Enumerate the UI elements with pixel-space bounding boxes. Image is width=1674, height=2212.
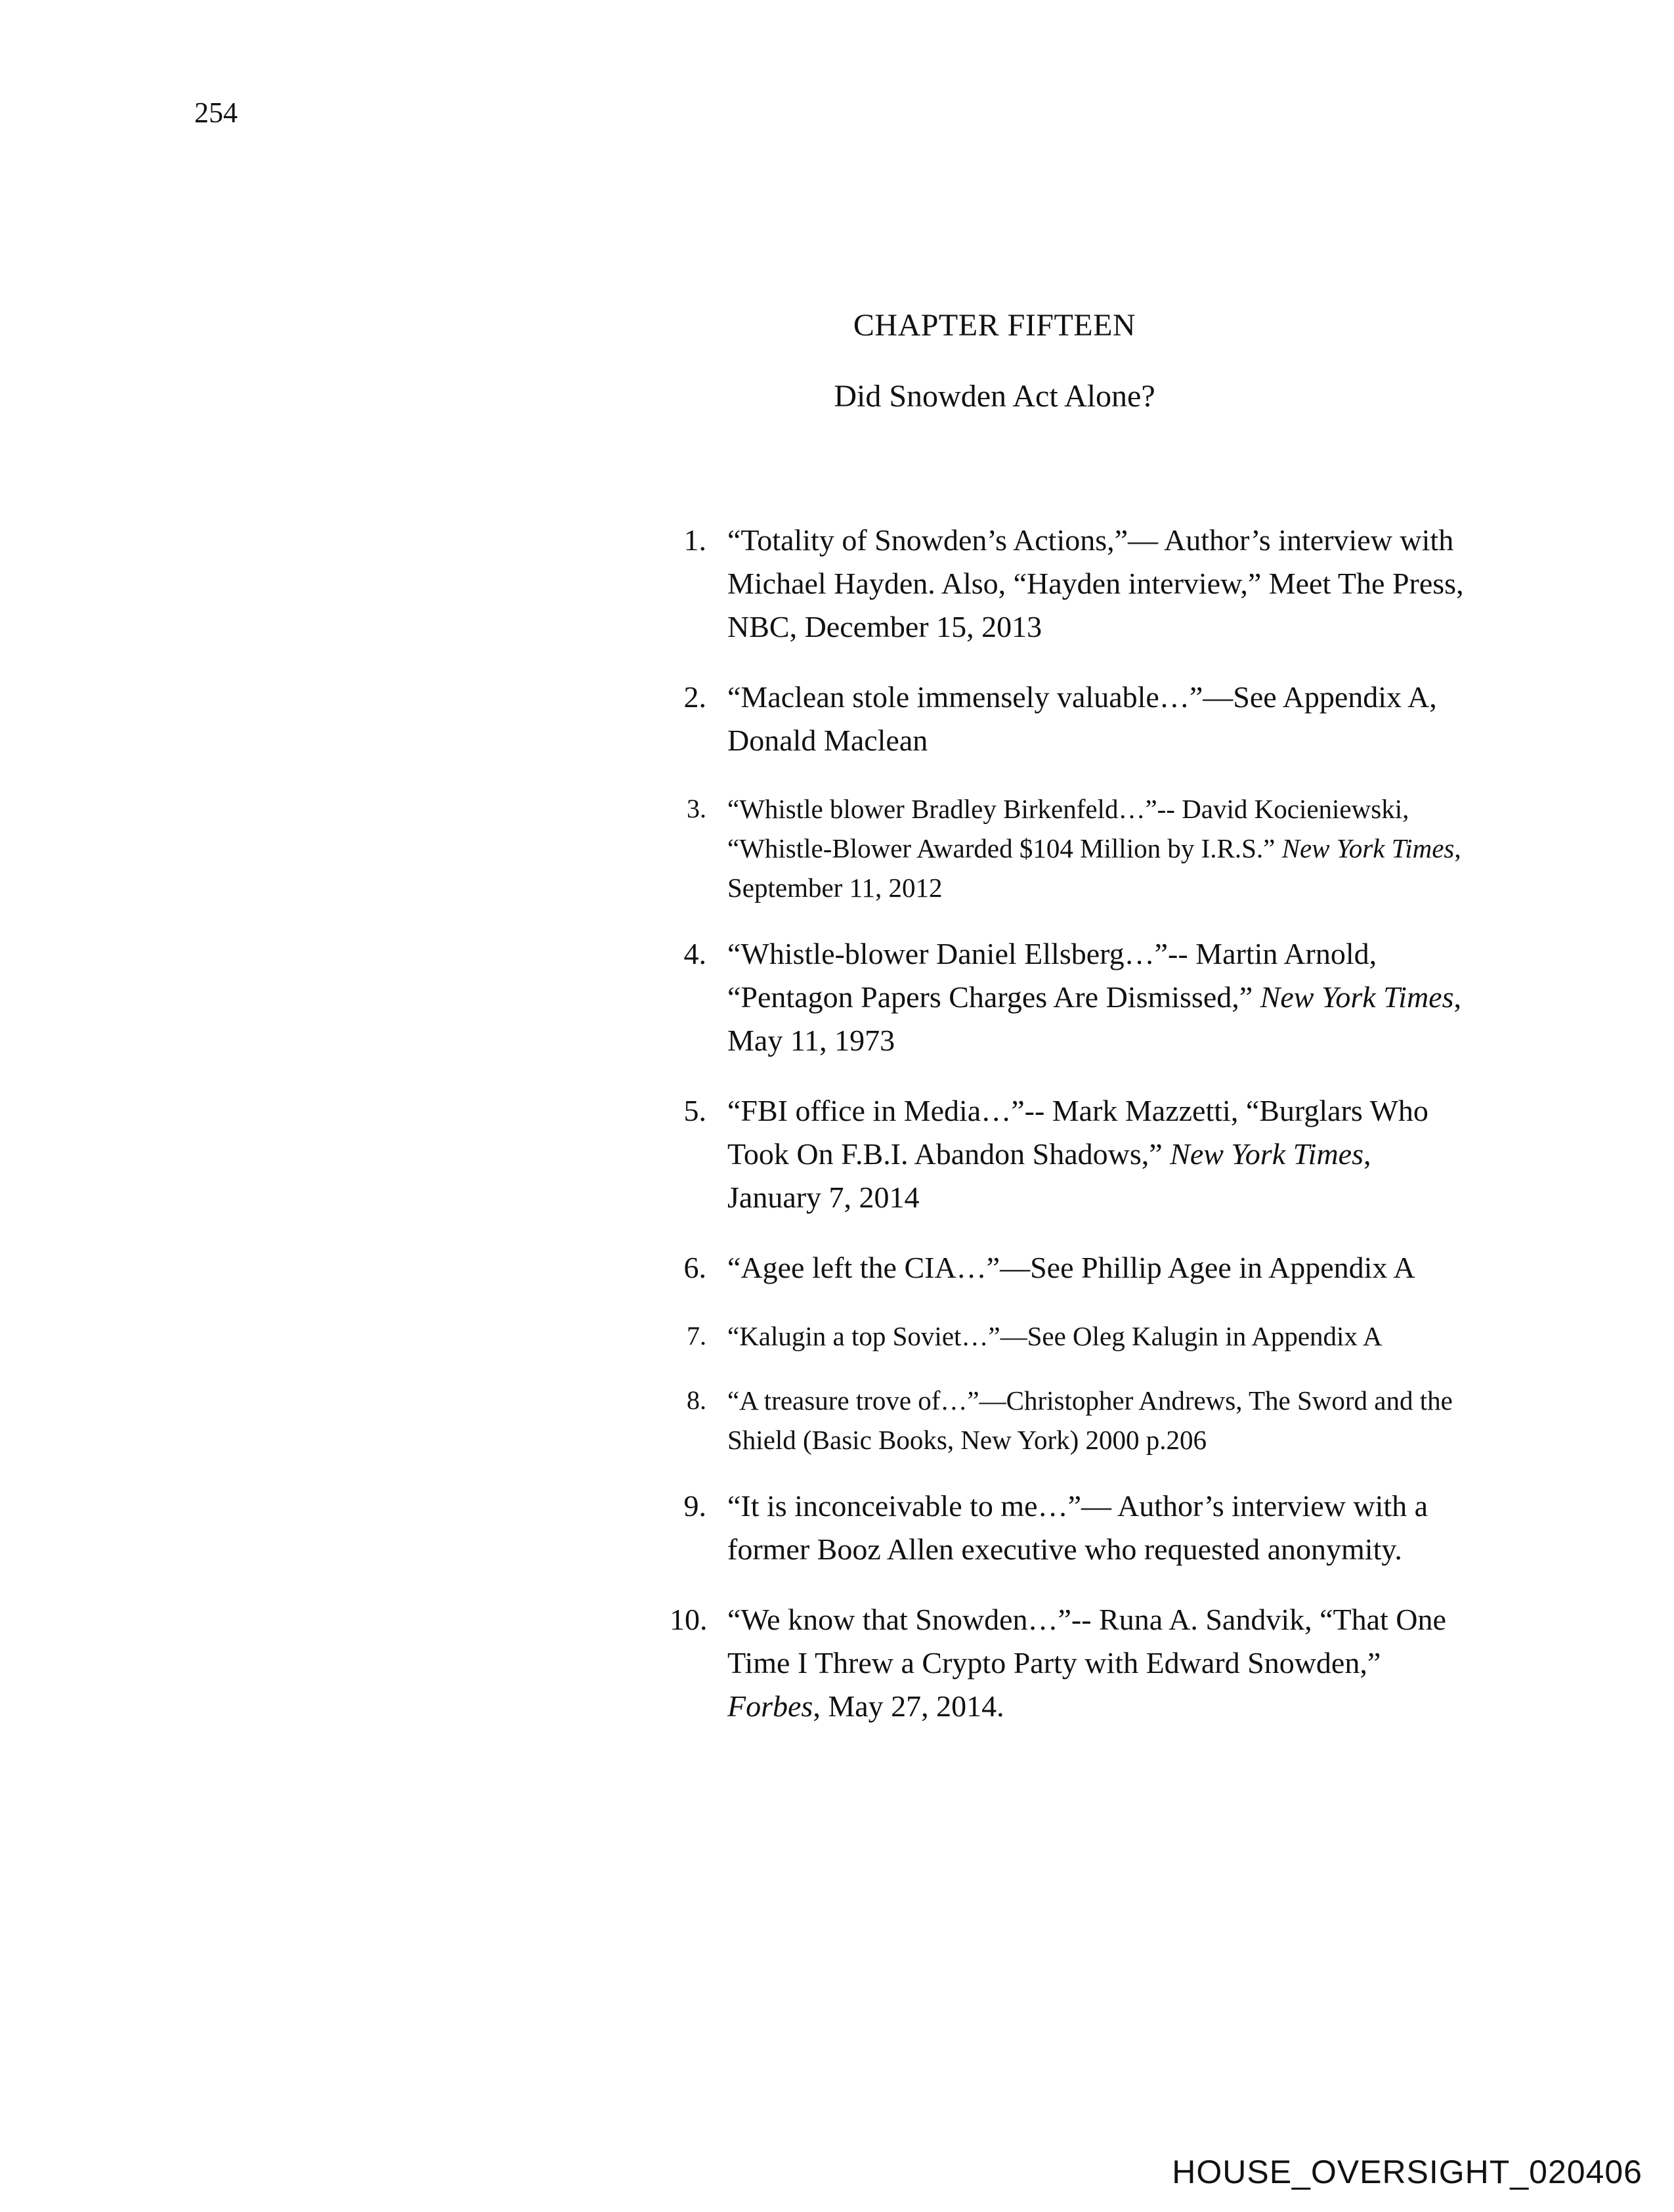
endnote-text-part: “Agee left the CIA…”—See Phillip Agee in Appendix A (727, 1251, 1415, 1284)
endnote-number: 8. (687, 1385, 706, 1415)
endnote-text-part: , May 27, 2014. (813, 1689, 1004, 1723)
endnote-text (727, 932, 1470, 1062)
endnote-text (727, 1316, 1470, 1356)
endnote-number: 4. (683, 937, 706, 970)
endnote-text-part: “Whistle-blower Daniel Ellsberg…”-- Martin Arnold, “Pentagon Papers Charges Are Dismissed,” (727, 937, 1377, 1014)
endnote-text-part: “We know that Snowden…”-- Runa A. Sandvik, “That One Time I Threw a Crypto Party with Edward Snowden,” (727, 1603, 1446, 1680)
endnote-text (727, 1598, 1470, 1728)
endnote-number: 7. (687, 1321, 706, 1351)
endnote-text (727, 1089, 1470, 1219)
endnote-8 (676, 1381, 1470, 1460)
publication-title: New York Times (1281, 833, 1455, 863)
endnote-text-part: , September 11, 2012 (727, 833, 1461, 903)
endnote-2 (676, 676, 1470, 762)
endnote-text (727, 1381, 1470, 1460)
endnote-10 (670, 1598, 1470, 1728)
endnote-number: 9. (683, 1489, 706, 1523)
endnote-4 (676, 932, 1470, 1062)
endnote-5 (676, 1089, 1470, 1219)
endnote-text-part: “FBI office in Media…”-- Mark Mazzetti, “Burglars Who Took On F.B.I. Abandon Shadows,” (727, 1094, 1428, 1171)
endnote-3 (676, 789, 1470, 907)
endnote-text-part: “Whistle blower Bradley Birkenfeld…”-- David Kocieniewski, “Whistle-Blower Awarded $104 Million by I.R.S.” (727, 794, 1409, 863)
publication-title: New York Times (1260, 980, 1454, 1014)
endnote-text (727, 789, 1470, 907)
endnote-text (727, 519, 1470, 649)
publication-title: New York Times (1170, 1137, 1363, 1171)
endnote-text (727, 1485, 1470, 1571)
endnote-6 (676, 1246, 1470, 1290)
endnote-number: 2. (683, 680, 706, 714)
publication-title: Forbes (727, 1689, 813, 1723)
endnote-text (727, 1246, 1470, 1290)
endnote-number: 6. (683, 1251, 706, 1284)
endnote-text (727, 676, 1470, 762)
endnote-number: 5. (683, 1094, 706, 1127)
endnote-9 (676, 1485, 1470, 1571)
endnote-number: 10. (670, 1603, 708, 1636)
endnote-text-part: , May 11, 1973 (727, 980, 1461, 1057)
endnote-text-part: “Totality of Snowden’s Actions,”— Author’s interview with Michael Hayden. Also, “Hayden interview,” Meet The Press, NBC, December 15, 2013 (727, 523, 1464, 643)
endnote-number: 1. (683, 523, 706, 557)
endnote-text-part: , January 7, 2014 (727, 1137, 1371, 1214)
endnote-text-part: “A treasure trove of…”—Christopher Andrews, The Sword and the Shield (Basic Books, New York) 2000 p.206 (727, 1385, 1453, 1455)
endnotes-list (670, 519, 1470, 1755)
endnote-1 (676, 519, 1470, 649)
chapter-title: CHAPTER FIFTEEN (853, 308, 1136, 343)
endnote-text-part: “It is inconceivable to me…”— Author’s interview with a former Booz Allen executive who requested anonymity. (727, 1489, 1428, 1566)
bates-stamp: HOUSE_OVERSIGHT_020406 (1172, 2154, 1642, 2190)
endnote-text-part: “Maclean stole immensely valuable…”—See Appendix A, Donald Maclean (727, 680, 1437, 757)
endnote-7 (676, 1316, 1470, 1356)
endnote-number: 3. (687, 794, 706, 823)
chapter-subtitle: Did Snowden Act Alone? (834, 379, 1155, 414)
endnote-text-part: “Kalugin a top Soviet…”—See Oleg Kalugin in Appendix A (727, 1321, 1383, 1351)
page-number: 254 (194, 97, 238, 129)
